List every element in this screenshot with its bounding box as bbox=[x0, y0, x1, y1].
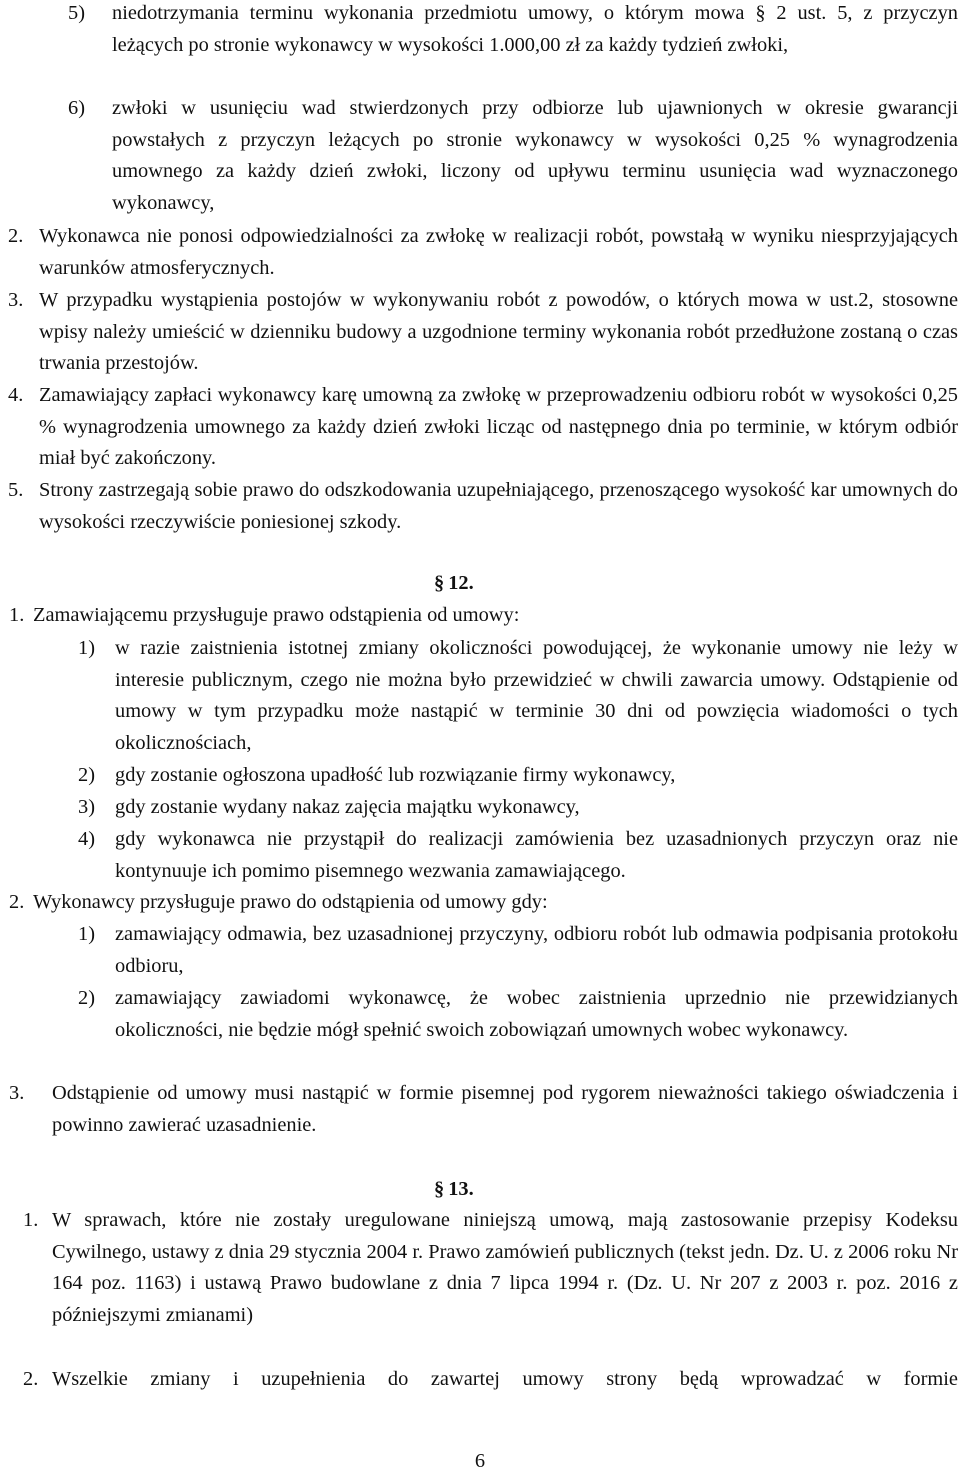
list-number: 5. bbox=[8, 479, 24, 501]
list-number: 2) bbox=[78, 987, 95, 1009]
section-12-sub-3 bbox=[78, 792, 958, 824]
list-text: Wykonawcy przysługuje prawo do odstąpienia od umowy gdy: bbox=[33, 891, 548, 913]
list-number: 2. bbox=[8, 225, 24, 247]
section-12-item-1 bbox=[9, 600, 958, 632]
section-heading-13 bbox=[434, 1174, 474, 1206]
section-12-sub-1 bbox=[78, 633, 958, 760]
list-number: 4) bbox=[78, 828, 95, 850]
paragraph-item-2 bbox=[8, 221, 958, 284]
section-12-item-2-sub-1 bbox=[78, 919, 958, 982]
section-heading-12 bbox=[434, 568, 474, 600]
list-text: W przypadku wystąpienia postojów w wykonywaniu robót z powodów, o których mowa w ust.2, stosowne wpisy należy umieścić w dzienniku budowy a uzgodnione terminy wykonania robót przedłużone zostaną o czas trwania przestojów. bbox=[39, 289, 958, 375]
paragraph-item-4 bbox=[8, 380, 958, 475]
list-number: 2) bbox=[78, 764, 95, 786]
list-text: Zamawiającemu przysługuje prawo odstąpienia od umowy: bbox=[33, 604, 520, 626]
list-number: 1) bbox=[78, 637, 95, 659]
list-text: gdy zostanie wydany nakaz zajęcia majątku wykonawcy, bbox=[115, 796, 580, 818]
list-text: Wszelkie zmiany i uzupełnienia do zawartej umowy strony będą wprowadzać w formie bbox=[52, 1368, 958, 1390]
list-number: 1) bbox=[78, 923, 95, 945]
section-12-sub-4 bbox=[78, 824, 958, 887]
list-number: 3) bbox=[78, 796, 95, 818]
list-text: zwłoki w usunięciu wad stwierdzonych przy odbiorze lub ujawnionych w okresie gwarancji powstałych z przyczyn leżących po stronie wykonawcy w wysokości 0,25 % wynagrodzenia umownego za każdy dzień zwłoki, liczony od upływu terminu usunięcia wad wyznaczonego wykonawcy, bbox=[112, 97, 958, 215]
section-12-item-2 bbox=[9, 887, 958, 919]
section-12-item-3 bbox=[9, 1078, 958, 1141]
list-number: 3. bbox=[8, 289, 24, 311]
paragraph-item-3 bbox=[8, 285, 958, 380]
section-12-item-2-sub-2 bbox=[78, 983, 958, 1046]
list-number: 4. bbox=[8, 384, 24, 406]
list-number: 6) bbox=[68, 97, 85, 119]
list-text: w razie zaistnienia istotnej zmiany okoliczności powodującej, że wykonanie umowy nie leży w interesie publicznym, czego nie można było przewidzieć w chwili zawarcia umowy. Odstąpienie od umowy w tym przypadku może nastąpić w terminie 30 dni od powzięcia wiadomości o tych okolicznościach, bbox=[115, 637, 958, 755]
list-text: gdy wykonawca nie przystąpił do realizacji zamówienia bez uzasadnionych przyczyn oraz nie kontynuuje ich pomimo pisemnego wezwania zamawiającego. bbox=[115, 828, 958, 882]
section-symbol: § bbox=[434, 1178, 445, 1200]
list-number: 2. bbox=[23, 1368, 39, 1390]
list-number: 1. bbox=[23, 1209, 39, 1231]
paragraph-item-5 bbox=[8, 475, 958, 538]
list-text: zamawiający zawiadomi wykonawcę, że wobec zaistnienia uprzednio nie przewidzianych okoliczności, nie będzie mógł spełnić swoich zobowiązań umownych wobec wykonawcy. bbox=[115, 987, 958, 1041]
list-item-penalty-5 bbox=[68, 0, 958, 61]
section-13-item-1 bbox=[23, 1205, 958, 1332]
list-item-penalty-6 bbox=[68, 93, 958, 220]
list-text: W sprawach, które nie zostały uregulowane niniejszą umową, mają zastosowanie przepisy Kodeksu Cywilnego, ustawy z dnia 29 stycznia 2004 r. Prawo zamówień publicznych (tekst jedn. Dz. U. z 2006 roku Nr 164 poz. 1163) i ustawą Prawo budowlane z dnia 7 lipca 1994 r. (Dz. U. Nr 207 z 2003 r. poz. 2016 z późniejszymi zmianami) bbox=[52, 1209, 958, 1327]
section-number: 13. bbox=[448, 1178, 474, 1200]
section-number: 12. bbox=[448, 572, 474, 594]
list-text: Wykonawca nie ponosi odpowiedzialności za zwłokę w realizacji robót, powstałą w wyniku niesprzyjających warunków atmosferycznych. bbox=[39, 225, 958, 279]
list-number: 2. bbox=[9, 891, 25, 913]
section-12-sub-2 bbox=[78, 760, 958, 792]
section-13-item-2 bbox=[23, 1364, 958, 1396]
list-text: niedotrzymania terminu wykonania przedmiotu umowy, o którym mowa § 2 ust. 5, z przyczyn leżących po stronie wykonawcy w wysokości 1.000,00 zł za każdy tydzień zwłoki, bbox=[112, 2, 958, 56]
list-text: gdy zostanie ogłoszona upadłość lub rozwiązanie firmy wykonawcy, bbox=[115, 764, 676, 786]
list-number: 5) bbox=[68, 2, 85, 24]
list-text: Zamawiający zapłaci wykonawcy karę umowną za zwłokę w przeprowadzeniu odbioru robót w wysokości 0,25 % wynagrodzenia umownego za każdy dzień zwłoki licząc od następnego dnia po terminie, w którym odbiór miał być zakończony. bbox=[39, 384, 958, 470]
list-number: 1. bbox=[9, 604, 25, 626]
page-number: 6 bbox=[474, 1450, 486, 1472]
list-text: Strony zastrzegają sobie prawo do odszkodowania uzupełniającego, przenoszącego wysokość kar umownych do wysokości rzeczywiście poniesionej szkody. bbox=[39, 479, 958, 533]
list-text: zamawiający odmawia, bez uzasadnionej przyczyny, odbioru robót lub odmawia podpisania protokołu odbioru, bbox=[115, 923, 958, 977]
list-text: Odstąpienie od umowy musi nastąpić w formie pisemnej pod rygorem nieważności takiego oświadczenia i powinno zawierać uzasadnienie. bbox=[52, 1082, 958, 1136]
section-symbol: § bbox=[434, 572, 445, 594]
list-number: 3. bbox=[9, 1082, 25, 1104]
